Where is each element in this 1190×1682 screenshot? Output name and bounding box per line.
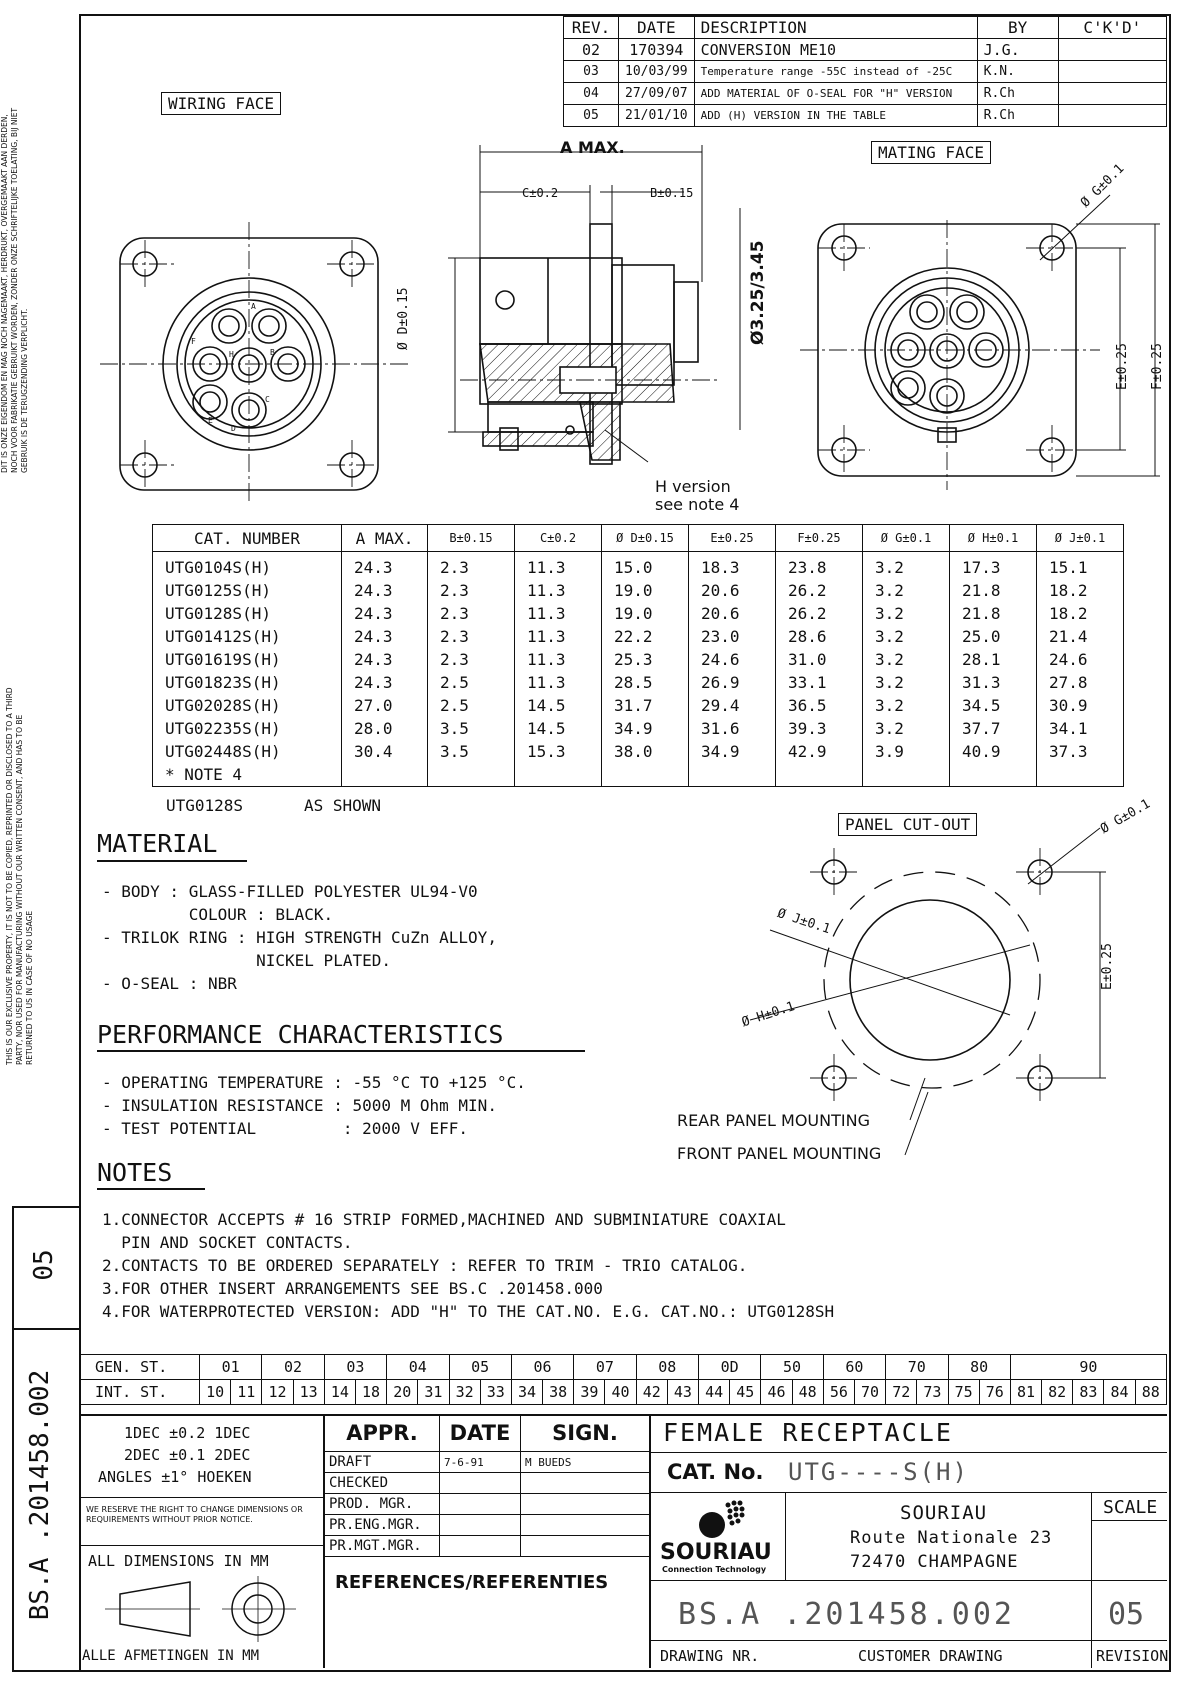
table-cell: UTG0128S(H)	[153, 602, 342, 625]
table-cell: 24.3	[342, 602, 428, 625]
shown-label: UTG0128S	[166, 796, 244, 815]
table-row	[153, 671, 1124, 694]
shown-suffix: AS SHOWN	[304, 796, 382, 815]
table-row	[153, 694, 1124, 717]
gen-status-cell: 01	[200, 1355, 262, 1380]
hh-dim-panel: Ø H±0.1	[740, 999, 797, 1031]
pin-letter-h: H	[229, 350, 234, 359]
table-row	[153, 602, 1124, 625]
performance-line: - INSULATION RESISTANCE : 5000 M Ohm MIN.	[102, 1096, 497, 1115]
int-status-cell: 76	[979, 1380, 1010, 1405]
table-cell: UTG02028S(H)	[153, 694, 342, 717]
table-cell: 24.3	[342, 579, 428, 602]
table-cell: 2.5	[428, 694, 515, 717]
e-dim-mating: E±0.25	[1115, 343, 1130, 390]
g-dim-panel: Ø G±0.1	[1098, 796, 1153, 837]
table-cell: 29.4	[689, 694, 776, 717]
table-cell: 30.9	[1037, 694, 1124, 717]
int-status-cell: 48	[792, 1380, 823, 1405]
table-cell: 18.2	[1037, 602, 1124, 625]
f-dim-mating: F±0.25	[1150, 343, 1165, 390]
table-cell	[1037, 763, 1124, 787]
catalog-table: CAT. NUMBER A MAX. B±0.15 C±0.2 Ø D±0.15 E±0.25 F±0.25 Ø G±0.1 Ø H±0.1 Ø J±0.1 UTG0104S(H) 24.3 2.3 11.3 15.0 18.3 23.8 3.2 17.3 15.1 UTG0125S(H) 24.3 2.3 11.3 19.0 20.6 26.2 3.2 21.8 18.2 UTG0128S(H) 24.3 2.3 11.3 19.0 20.6 26.2 3.2 21.8 18.2 UTG01412S(H) 24.3 2.3 11.3 22.2 23.0 28.6 3.2 25.0 21.4 UTG01619S(H) 24.3 2.3 11.3 25.3 24.6 31.0 3.2 28.1 24.6 UTG01823S(H) 24.3 2.5 11.3 28.5 26.9 33.1 3.2 31.3 27.8 UTG02028S(H) 27.0 2.5 14.5 31.7 29.4 36.5 3.2 34.5 30.9 UTG02235S(H) 28.0 3.5 14.5 34.9 31.6 39.3 3.2 37.7 34.1 UTG02448S(H) 30.4 3.5 15.3 38.0 34.9 42.9 3.9 40.9 37.3 * NOTE 4	[152, 524, 1124, 787]
a-max-label: A MAX.	[560, 138, 625, 157]
note-line: 2.CONTACTS TO BE ORDERED SEPARATELY : REFER TO TRIM - TRIO CATALOG.	[102, 1256, 748, 1275]
int-status-cell: 44	[699, 1380, 730, 1405]
int-status-cell: 84	[1104, 1380, 1135, 1405]
performance-line: - TEST POTENTIAL : 2000 V EFF.	[102, 1119, 469, 1138]
strip-revision: 05	[29, 1249, 59, 1281]
table-cell: 21.4	[1037, 625, 1124, 648]
company-address-1: Route Nationale 23	[850, 1528, 1053, 1548]
int-status-cell: 31	[418, 1380, 449, 1405]
material-line: - TRILOK RING : HIGH STRENGTH CuZn ALLOY,	[102, 928, 497, 947]
table-cell: UTG02448S(H)	[153, 740, 342, 763]
j-dim-panel: Ø J±0.1	[775, 906, 833, 938]
gen-status-cell: 04	[387, 1355, 449, 1380]
int-status-cell: 46	[761, 1380, 792, 1405]
performance-line: - OPERATING TEMPERATURE : -55 °C TO +125 °C.	[102, 1073, 526, 1092]
table-cell: 34.9	[602, 717, 689, 740]
table-cell: 25.3	[602, 648, 689, 671]
int-status-cell: 40	[605, 1380, 636, 1405]
revision-label: REVISION	[1096, 1647, 1169, 1665]
table-cell: 11.3	[515, 579, 602, 602]
gen-status-cell: 05	[449, 1355, 511, 1380]
table-row	[153, 763, 1124, 787]
mating-face-label: MATING FACE	[871, 141, 991, 164]
material-line: COLOUR : BLACK.	[102, 905, 334, 924]
table-cell: 24.3	[342, 625, 428, 648]
table-cell: 24.6	[689, 648, 776, 671]
int-status-cell: 14	[324, 1380, 355, 1405]
table-cell: 31.7	[602, 694, 689, 717]
reserve-note: WE RESERVE THE RIGHT TO CHANGE DIMENSIONS OR REQUIREMENTS WITHOUT PRIOR NOTICE.	[86, 1505, 303, 1524]
e-dim-panel: E±0.25	[1100, 943, 1115, 990]
table-cell: 19.0	[602, 602, 689, 625]
table-cell: 28.1	[950, 648, 1037, 671]
table-cell: 24.3	[342, 671, 428, 694]
table-cell: 3.2	[863, 602, 950, 625]
table-row	[153, 552, 1124, 580]
pin-letter-e: E	[208, 416, 213, 425]
table-cell: 2.3	[428, 602, 515, 625]
table-cell: 17.3	[950, 552, 1037, 580]
note-line: 3.FOR OTHER INSERT ARRANGEMENTS SEE BS.C .201458.000	[102, 1279, 603, 1298]
pin-letter-d: D	[231, 424, 236, 433]
table-cell: 31.0	[776, 648, 863, 671]
table-row	[153, 648, 1124, 671]
pin-letter-a: A	[251, 302, 256, 311]
customer-drawing-label: CUSTOMER DRAWING	[858, 1647, 1003, 1665]
souriau-logo-icon	[692, 1497, 752, 1541]
dutch-notice: DIT IS ONZE EIGENDOM EN MAG NOCH NAGEMAAKT, HERDRUKT, OVERGEMAAKT AAN DERDEN, NOCH VOOR FABRIKATIE GEBRUIKT WORDEN, ZONDER ONZE SCHRIFTELIJKE TOELATING, BIJ NIET GEBRUIK IS DE TERUGZENDING VERPLICHT.	[0, 107, 29, 473]
table-cell	[950, 763, 1037, 787]
company-address-2: 72470 CHAMPAGNE	[850, 1552, 1019, 1572]
int-status-cell: 34	[511, 1380, 542, 1405]
note-line: PIN AND SOCKET CONTACTS.	[102, 1233, 353, 1252]
table-cell: 11.3	[515, 625, 602, 648]
c-dim: C±0.2	[522, 186, 559, 200]
table-cell: 15.0	[602, 552, 689, 580]
table-cell: 3.2	[863, 648, 950, 671]
table-cell: 33.1	[776, 671, 863, 694]
wiring-face-label: WIRING FACE	[161, 92, 281, 115]
drawing-nr-label: DRAWING NR.	[660, 1647, 760, 1665]
table-cell: 11.3	[515, 671, 602, 694]
table-cell: 3.2	[863, 552, 950, 580]
table-cell: UTG01823S(H)	[153, 671, 342, 694]
gen-status-cell: 07	[574, 1355, 636, 1380]
references-label: REFERENCES/REFERENTIES	[335, 1572, 609, 1593]
table-cell: 30.4	[342, 740, 428, 763]
table-cell: 21.8	[950, 602, 1037, 625]
notes-heading: NOTES	[97, 1158, 173, 1187]
table-cell: UTG0125S(H)	[153, 579, 342, 602]
status-table: GEN. ST. 01 02 03 04 05 06 07 08 0D 50 60 70 80 90 INT. ST. 10 11 12 13 14 18 20 31 32 33 34 38 39 40 42 43 44 45 46 48 56 70 72 73 75 76 81 82 83 84 88	[80, 1354, 1167, 1405]
panel-cut-out-label: PANEL CUT-OUT	[838, 813, 977, 836]
table-cell: 3.5	[428, 717, 515, 740]
tolerance-2: 2DEC ±0.1 2DEC	[124, 1446, 251, 1464]
drawing-number: BS.A .201458.002	[678, 1597, 1015, 1632]
table-row	[153, 625, 1124, 648]
table-cell: 34.5	[950, 694, 1037, 717]
h-version-1: H version	[655, 477, 731, 496]
approvals-table: APPR. DATE SIGN. DRAFT 7-6-91 M BUEDS CHECKED PROD. MGR. PR.ENG.MGR. PR.MGT.MGR.	[324, 1414, 650, 1557]
gen-status-cell: 08	[636, 1355, 698, 1380]
tolerance-3: ANGLES ±1° HOEKEN	[98, 1468, 252, 1486]
table-cell: 37.7	[950, 717, 1037, 740]
int-status-cell: 88	[1135, 1380, 1166, 1405]
int-status-cell: 12	[262, 1380, 293, 1405]
table-cell: 20.6	[689, 579, 776, 602]
table-cell	[342, 763, 428, 787]
int-status-cell: 43	[667, 1380, 698, 1405]
table-cell: 22.2	[602, 625, 689, 648]
gen-status-cell: 70	[886, 1355, 948, 1380]
tolerance-1: 1DEC ±0.2 1DEC	[124, 1424, 251, 1442]
gen-status-cell: 02	[262, 1355, 324, 1380]
table-cell: 2.3	[428, 579, 515, 602]
table-cell: 24.6	[1037, 648, 1124, 671]
table-cell: 18.2	[1037, 579, 1124, 602]
wiring-face-mount-holes	[133, 252, 364, 477]
table-cell: 23.8	[776, 552, 863, 580]
pin-letter-b: B	[270, 348, 275, 357]
table-cell: 23.0	[689, 625, 776, 648]
table-cell: 18.3	[689, 552, 776, 580]
table-cell: 3.2	[863, 625, 950, 648]
material-heading: MATERIAL	[97, 829, 218, 858]
note-line: 1.CONNECTOR ACCEPTS # 16 STRIP FORMED,MACHINED AND SUBMINIATURE COAXIAL	[102, 1210, 786, 1229]
table-cell	[776, 763, 863, 787]
cat-no-label: CAT. No.	[667, 1460, 764, 1484]
table-cell: 28.5	[602, 671, 689, 694]
table-cell: 26.9	[689, 671, 776, 694]
gen-status-cell: 06	[511, 1355, 573, 1380]
int-status-cell: 42	[636, 1380, 667, 1405]
table-cell: 37.3	[1037, 740, 1124, 763]
table-cell: 20.6	[689, 602, 776, 625]
int-status-cell: 20	[387, 1380, 418, 1405]
material-line: - BODY : GLASS-FILLED POLYESTER UL94-V0	[102, 882, 478, 901]
scale-label: SCALE	[1103, 1497, 1158, 1518]
int-status-cell: 73	[917, 1380, 948, 1405]
front-panel-label: FRONT PANEL MOUNTING	[677, 1144, 882, 1163]
gen-status-cell: 90	[1010, 1355, 1166, 1380]
table-cell: UTG01619S(H)	[153, 648, 342, 671]
table-cell: 3.9	[863, 740, 950, 763]
gen-status-cell: 60	[823, 1355, 885, 1380]
int-status-cell: 82	[1042, 1380, 1073, 1405]
table-cell: 2.3	[428, 552, 515, 580]
h-version-2: see note 4	[655, 495, 740, 514]
table-cell: 11.3	[515, 648, 602, 671]
table-cell: 38.0	[602, 740, 689, 763]
cat-no-value: UTG----S(H)	[788, 1458, 969, 1486]
gen-status-cell: 50	[761, 1355, 823, 1380]
english-notice: THIS IS OUR EXCLUSIVE PROPERTY, IT IS NOT TO BE COPIED, REPRINTED OR DISCLOSED TO A THIRD PARTY, NOR USED FOR MANUFACTURING WITHOUT OUR WRITTEN CONSENT, AND HAS TO BE RETURNED TO US IN CASE OF NO USAGE	[5, 687, 34, 1065]
table-cell: 24.3	[342, 648, 428, 671]
table-cell: 2.3	[428, 625, 515, 648]
table-cell: 15.1	[1037, 552, 1124, 580]
table-cell: UTG0104S(H)	[153, 552, 342, 580]
revision-value: 05	[1108, 1597, 1145, 1632]
connector-drawing	[80, 140, 1166, 510]
company-name: SOURIAU	[900, 1502, 988, 1524]
pin-letter-f: F	[191, 337, 196, 346]
logo-name: SOURIAU	[660, 1540, 772, 1565]
all-dimensions: ALL DIMENSIONS IN MM	[88, 1552, 269, 1570]
strip-drawing-number: BS.A .201458.002	[25, 1369, 55, 1621]
table-cell: 34.9	[689, 740, 776, 763]
int-status-cell: 39	[574, 1380, 605, 1405]
g-dim-mating: Ø G±0.1	[1078, 161, 1128, 211]
drawing-title: FEMALE RECEPTACLE	[663, 1418, 953, 1447]
int-status-cell: 75	[948, 1380, 979, 1405]
table-cell: 19.0	[602, 579, 689, 602]
table-cell: 31.6	[689, 717, 776, 740]
table-cell: 3.2	[863, 671, 950, 694]
table-cell	[863, 763, 950, 787]
alle-afmetingen: ALLE AFMETINGEN IN MM	[82, 1648, 260, 1664]
table-cell: 27.0	[342, 694, 428, 717]
table-cell: 11.3	[515, 602, 602, 625]
int-status-cell: 72	[886, 1380, 917, 1405]
table-cell: 31.3	[950, 671, 1037, 694]
table-cell: 28.0	[342, 717, 428, 740]
int-status-cell: 10	[200, 1380, 231, 1405]
table-cell: 26.2	[776, 579, 863, 602]
table-cell	[515, 763, 602, 787]
int-status-cell: 11	[231, 1380, 262, 1405]
table-cell: 26.2	[776, 602, 863, 625]
thread-dim: Ø3.25/3.45	[748, 240, 768, 345]
table-cell: 11.3	[515, 552, 602, 580]
table-cell: 3.2	[863, 694, 950, 717]
table-cell	[428, 763, 515, 787]
table-cell: 3.2	[863, 579, 950, 602]
revision-table: REV. DATE DESCRIPTION BY C'K'D' 02 170394 CONVERSION ME10 J.G. 03 10/03/99 Temperature range -55C instead of -25C K.N. 04 27/09/07 ADD MATERIAL OF O-SEAL FOR "H" VERSION R.Ch 05 21/01/10 ADD (H) VERSION IN THE TABLE R.Ch	[563, 16, 1167, 127]
table-cell: 34.1	[1037, 717, 1124, 740]
rear-panel-label: REAR PANEL MOUNTING	[677, 1111, 870, 1130]
gen-status-cell: 0D	[699, 1355, 761, 1380]
table-row	[153, 579, 1124, 602]
material-line: NICKEL PLATED.	[102, 951, 391, 970]
table-cell: 39.3	[776, 717, 863, 740]
pin-letter-c: C	[265, 395, 270, 404]
table-row	[153, 740, 1124, 763]
table-cell: 25.0	[950, 625, 1037, 648]
int-status-cell: 32	[449, 1380, 480, 1405]
table-cell: 36.5	[776, 694, 863, 717]
table-cell: 14.5	[515, 694, 602, 717]
int-status-cell: 18	[355, 1380, 386, 1405]
table-cell: 40.9	[950, 740, 1037, 763]
table-cell: 14.5	[515, 717, 602, 740]
table-cell: 2.3	[428, 648, 515, 671]
note-line: 4.FOR WATERPROTECTED VERSION: ADD "H" TO THE CAT.NO. E.G. CAT.NO.: UTG0128SH	[102, 1302, 835, 1321]
int-status-cell: 45	[730, 1380, 761, 1405]
table-cell: 28.6	[776, 625, 863, 648]
d-dim: Ø D±0.15	[396, 287, 411, 350]
table-cell: 42.9	[776, 740, 863, 763]
table-cell: 3.2	[863, 717, 950, 740]
logo-sub: Connection Technology	[662, 1565, 767, 1574]
table-cell: UTG02235S(H)	[153, 717, 342, 740]
table-cell: 2.5	[428, 671, 515, 694]
int-status-cell: 70	[854, 1380, 885, 1405]
table-row	[153, 717, 1124, 740]
int-status-cell: 56	[823, 1380, 854, 1405]
gen-status-cell: 03	[324, 1355, 386, 1380]
table-cell: 27.8	[1037, 671, 1124, 694]
table-cell: UTG01412S(H)	[153, 625, 342, 648]
table-cell	[689, 763, 776, 787]
performance-heading: PERFORMANCE CHARACTERISTICS	[97, 1020, 504, 1049]
int-status-cell: 13	[293, 1380, 324, 1405]
table-cell: 21.8	[950, 579, 1037, 602]
int-status-cell: 38	[543, 1380, 574, 1405]
table-cell: * NOTE 4	[153, 763, 342, 787]
table-cell: 15.3	[515, 740, 602, 763]
int-status-cell: 33	[480, 1380, 511, 1405]
table-cell: 3.5	[428, 740, 515, 763]
table-cell: 24.3	[342, 552, 428, 580]
int-status-cell: 81	[1010, 1380, 1041, 1405]
gen-status-cell: 80	[948, 1355, 1010, 1380]
table-cell	[602, 763, 689, 787]
int-status-cell: 83	[1073, 1380, 1104, 1405]
projection-symbol	[100, 1574, 300, 1644]
material-line: - O-SEAL : NBR	[102, 974, 237, 993]
b-dim: B±0.15	[650, 186, 694, 200]
